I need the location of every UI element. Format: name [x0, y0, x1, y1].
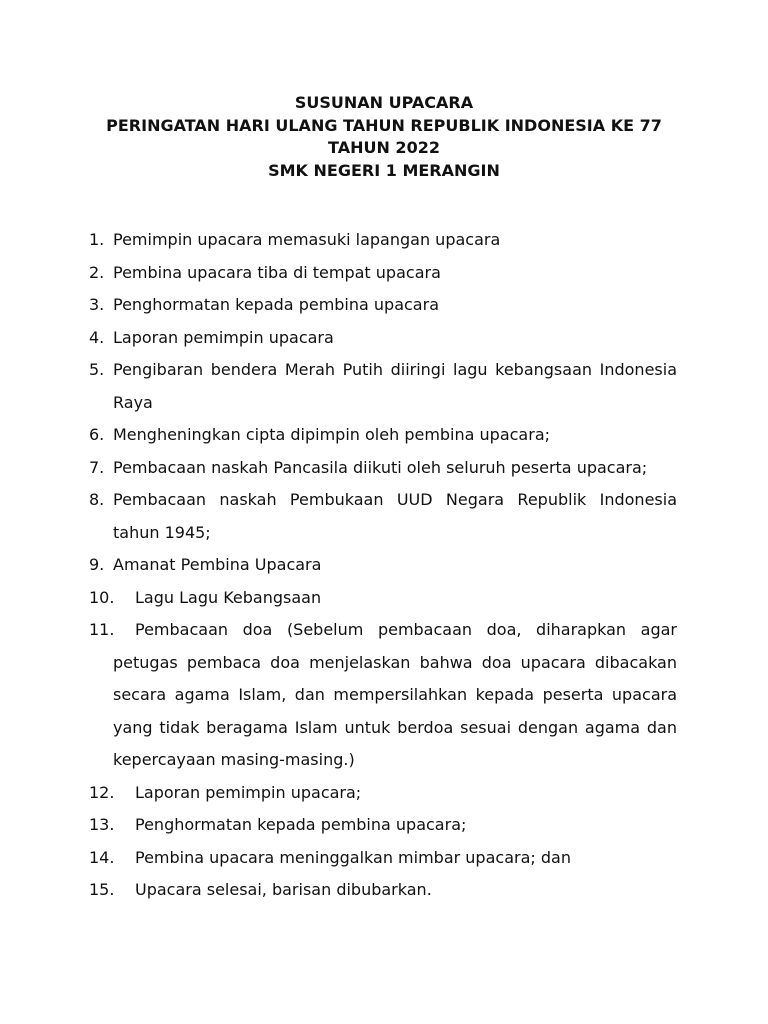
item-number: 4.: [89, 327, 105, 347]
agenda-item-7: [89, 452, 677, 485]
item-number: 7.: [89, 457, 105, 477]
item-text: Pembina upacara meninggalkan mimbar upacara; dan: [135, 847, 571, 867]
item-number: 1.: [89, 230, 105, 249]
item-number: 5.: [89, 360, 105, 379]
item-text: Pembina upacara tiba di tempat upacara: [113, 262, 441, 282]
item-text: Pengibaran bendera Merah Putih diiringi lagu kebangsaan Indonesia Raya: [113, 360, 677, 412]
agenda-item-13: [89, 809, 677, 842]
item-text: Lagu Lagu Kebangsaan: [135, 587, 322, 607]
item-text: Pembacaan naskah Pancasila diikuti oleh seluruh peserta upacara;: [113, 457, 648, 477]
agenda-item-15: [89, 874, 677, 907]
agenda-item-1: [89, 224, 677, 257]
item-text: Penghormatan kepada pembina upacara: [113, 295, 439, 314]
title-line-2: PERINGATAN HARI ULANG TAHUN REPUBLIK INDONESIA KE 77: [106, 115, 662, 135]
agenda-item-14: [89, 842, 677, 875]
item-text: Mengheningkan cipta dipimpin oleh pembina upacara;: [113, 425, 551, 444]
item-text: Amanat Pembina Upacara: [113, 555, 322, 574]
agenda-item-5: [89, 354, 677, 419]
item-text: Laporan pemimpin upacara: [113, 327, 334, 347]
agenda-item-11: [89, 614, 677, 777]
agenda-item-2: [89, 257, 677, 290]
item-text: Pembacaan naskah Pembukaan UUD Negara Republik Indonesia tahun 1945;: [113, 490, 677, 542]
agenda-item-6: [89, 419, 677, 452]
ceremony-agenda-list: [89, 224, 677, 907]
item-text: Laporan pemimpin upacara;: [135, 782, 362, 802]
title-line-4: SMK NEGERI 1 MERANGIN: [268, 160, 500, 180]
agenda-item-12: [89, 777, 677, 810]
item-number: 10.: [89, 587, 115, 607]
agenda-item-3: [89, 289, 677, 322]
agenda-item-8: [89, 484, 677, 549]
item-text: Pembacaan doa (Sebelum pembacaan doa, diharapkan agar petugas pembaca doa menjelaskan bahwa doa upacara dibacakan secara agama Islam, dan mempersilahkan kepada peserta upacara yang tidak beragama Islam untuk berdoa sesuai dengan agama dan kepercayaan masing-masing.): [113, 620, 677, 769]
item-number: 12.: [89, 782, 115, 802]
document-title: [0, 92, 768, 182]
title-line-1: SUSUNAN UPACARA: [294, 93, 474, 112]
agenda-item-4: [89, 322, 677, 355]
item-number: 14.: [89, 847, 115, 867]
item-number: 13.: [89, 815, 115, 834]
item-number: 11.: [89, 620, 115, 639]
item-number: 3.: [89, 295, 105, 314]
item-number: 6.: [89, 425, 105, 444]
item-text: Pemimpin upacara memasuki lapangan upacara: [113, 230, 501, 249]
item-number: 2.: [89, 262, 105, 282]
item-text: Penghormatan kepada pembina upacara;: [135, 815, 467, 834]
item-number: 9.: [89, 555, 105, 574]
item-number: 8.: [89, 490, 105, 509]
item-number: 15.: [89, 880, 115, 899]
item-text: Upacara selesai, barisan dibubarkan.: [135, 880, 432, 899]
title-line-3: TAHUN 2022: [328, 138, 440, 158]
agenda-item-9: [89, 549, 677, 582]
agenda-item-10: [89, 582, 677, 615]
